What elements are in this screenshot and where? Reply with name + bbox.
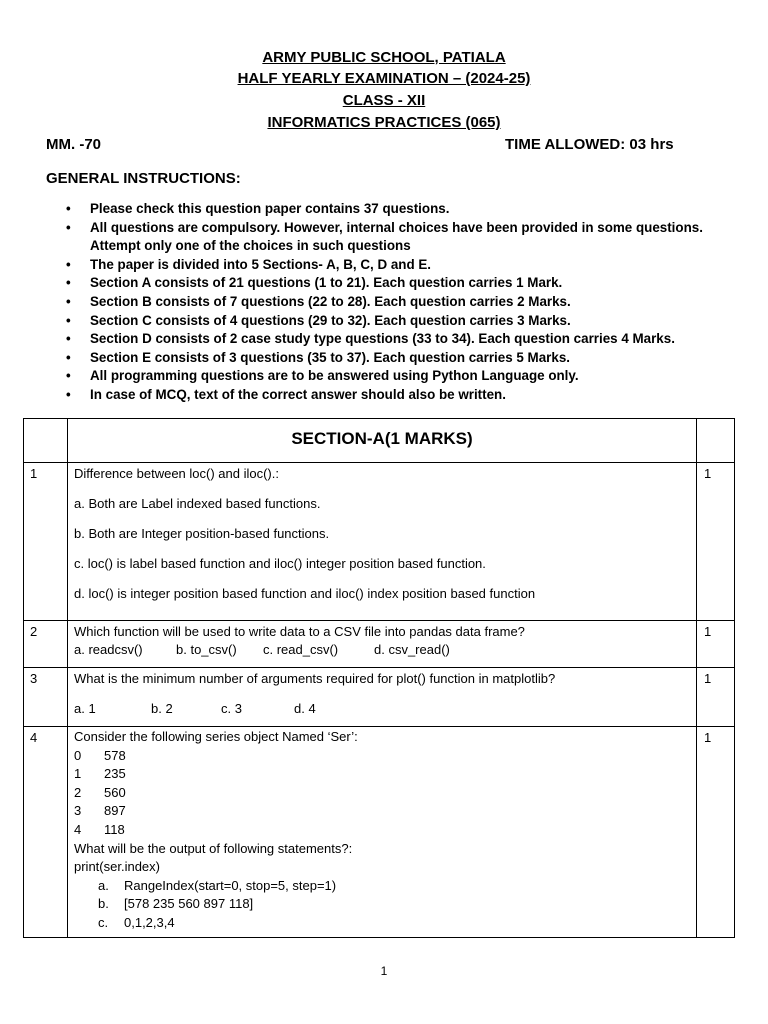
instruction-item: • Section D consists of 2 case study type questions (33 to 34). Each question carries 4 Marks.	[66, 330, 716, 349]
instruction-item: • All programming questions are to be answered using Python Language only.	[66, 367, 716, 386]
questions-table	[23, 418, 735, 938]
instructions-list	[66, 200, 716, 405]
question-text: Consider the following series object Named ‘Ser’:	[74, 729, 358, 744]
question-text: Which function will be used to write data to a CSV file into pandas data frame?	[74, 624, 525, 639]
question-row	[24, 727, 735, 938]
instruction-item: • All questions are compulsory. However, internal choices have been provided in some questions. Attempt only one of the choices in such questions	[66, 219, 703, 254]
option: c. read_csv()	[263, 642, 339, 657]
question-marks: 1	[697, 621, 735, 668]
bullet-icon: •	[66, 386, 71, 402]
bullet-icon: •	[66, 293, 71, 309]
option: a. 1	[74, 701, 96, 716]
series-row: 2 560	[74, 784, 126, 800]
bullet-icon: •	[66, 256, 71, 272]
exam-title: HALF YEARLY EXAMINATION – (2024-25)	[237, 70, 531, 87]
instruction-item: • The paper is divided into 5 Sections- A, B, C, D and E.	[66, 256, 716, 275]
bullet-icon: •	[66, 368, 71, 384]
instruction-item: • Section C consists of 4 questions (29 to 32). Each question carries 3 Marks.	[66, 312, 716, 331]
series-row: 3 897	[74, 803, 126, 819]
bullet-icon: •	[66, 312, 71, 328]
option: b. [578 235 560 897 118]	[98, 896, 254, 912]
option: c. 0,1,2,3,4	[98, 914, 175, 930]
page-number: 1	[380, 964, 388, 978]
option: b. 2	[151, 701, 173, 716]
option: b. to_csv()	[176, 642, 237, 657]
bullet-icon: •	[66, 349, 71, 365]
question-text: What is the minimum number of arguments required for plot() function in matplotlib?	[74, 671, 556, 686]
section-title: SECTION-A(1 MARKS)	[68, 419, 697, 463]
option: c. loc() is label based function and iloc() integer position based function.	[74, 556, 486, 571]
question-row	[24, 621, 735, 668]
option: b. Both are Integer position-based functions.	[74, 526, 330, 541]
class-title: CLASS - XII	[342, 92, 426, 109]
max-marks: MM. -70	[46, 136, 102, 153]
options-line	[74, 700, 690, 718]
question-number: 3	[24, 668, 68, 727]
option: c. 3	[221, 701, 242, 716]
option: d. csv_read()	[374, 642, 450, 657]
question-prompt: What will be the output of following statements?:	[74, 840, 353, 856]
subject-title: INFORMATICS PRACTICES (065)	[267, 114, 501, 131]
question-text: Difference between loc() and iloc().:	[74, 466, 279, 481]
instruction-item: • Section A consists of 21 questions (1 to 21). Each question carries 1 Mark.	[66, 274, 716, 293]
section-header-row	[24, 419, 735, 463]
option: a. readcsv()	[74, 642, 143, 657]
instruction-item: • Please check this question paper contains 37 questions.	[66, 200, 716, 219]
series-row: 1 235	[74, 766, 126, 782]
series-row: 4 118	[74, 821, 125, 837]
question-number: 4	[24, 727, 68, 938]
instructions-heading: GENERAL INSTRUCTIONS:	[46, 170, 241, 187]
bullet-icon: •	[66, 201, 71, 216]
instruction-item: • In case of MCQ, text of the correct answer should also be written.	[66, 386, 716, 405]
instruction-item: • Section B consists of 7 questions (22 to 28). Each question carries 2 Marks.	[66, 293, 716, 312]
series-row: 0 578	[74, 747, 126, 763]
school-name: ARMY PUBLIC SCHOOL, PATIALA	[262, 49, 506, 66]
bullet-icon: •	[66, 275, 71, 291]
question-marks: 1	[697, 463, 735, 621]
question-marks: 1	[697, 727, 735, 938]
bullet-icon: •	[66, 331, 71, 347]
question-number: 2	[24, 621, 68, 668]
question-row	[24, 668, 735, 727]
question-row	[24, 463, 735, 621]
option: a. RangeIndex(start=0, stop=5, step=1)	[98, 877, 337, 893]
instruction-item: • Section E consists of 3 questions (35 to 37). Each question carries 5 Marks.	[66, 349, 716, 368]
option: a. Both are Label indexed based functions.	[74, 496, 321, 511]
option: d. loc() is integer position based function and iloc() index position based function	[74, 586, 536, 601]
code-statement: print(ser.index)	[74, 859, 160, 875]
option: d. 4	[294, 701, 316, 716]
options-line	[74, 641, 690, 659]
question-number: 1	[24, 463, 68, 621]
time-allowed: TIME ALLOWED: 03 hrs	[505, 136, 674, 153]
question-marks: 1	[697, 668, 735, 727]
bullet-icon: •	[66, 219, 71, 235]
